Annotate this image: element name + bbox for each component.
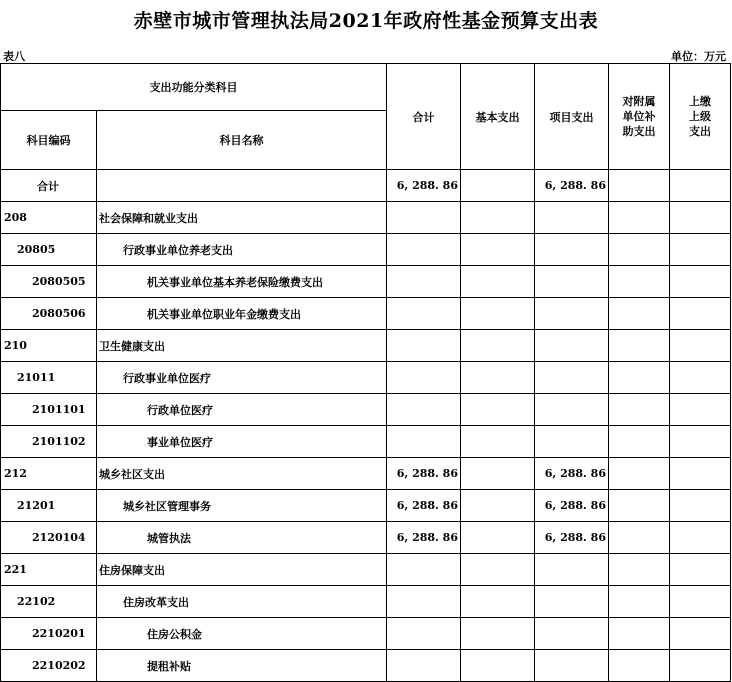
row-code: 2101102 [1, 426, 97, 458]
row-project [535, 426, 609, 458]
row-code: 2080506 [1, 298, 97, 330]
row-project: 6, 288. 86 [535, 170, 609, 202]
row-upper [670, 554, 731, 586]
row-code: 2210202 [1, 650, 97, 682]
row-upper [670, 490, 731, 522]
table-row [1, 458, 731, 490]
table-row [1, 170, 731, 202]
row-upper [670, 362, 731, 394]
row-project [535, 394, 609, 426]
row-subsidy [609, 170, 670, 202]
row-name: 住房改革支出 [97, 586, 387, 618]
row-code: 2120104 [1, 522, 97, 554]
row-subsidy [609, 362, 670, 394]
row-subsidy [609, 298, 670, 330]
table-row [1, 426, 731, 458]
row-project: 6, 288. 86 [535, 490, 609, 522]
row-subsidy [609, 234, 670, 266]
header-upper: 上缴上级支出 [670, 64, 731, 170]
header-project: 项目支出 [535, 64, 609, 170]
row-name [97, 170, 387, 202]
row-subsidy [609, 490, 670, 522]
row-code: 2101101 [1, 394, 97, 426]
row-code: 221 [1, 554, 97, 586]
row-upper [670, 650, 731, 682]
row-upper [670, 298, 731, 330]
row-subsidy [609, 554, 670, 586]
row-basic [461, 426, 535, 458]
row-upper [670, 586, 731, 618]
row-subsidy [609, 394, 670, 426]
row-basic [461, 170, 535, 202]
row-code: 21201 [1, 490, 97, 522]
row-subsidy [609, 522, 670, 554]
table-label: 表八 [3, 50, 25, 63]
header-subsidy: 对附属单位补助支出 [609, 64, 670, 170]
row-total [387, 394, 461, 426]
row-upper [670, 522, 731, 554]
row-name: 行政事业单位养老支出 [97, 234, 387, 266]
row-name: 行政事业单位医疗 [97, 362, 387, 394]
row-upper [670, 426, 731, 458]
table-row [1, 266, 731, 298]
header-row-1 [1, 64, 731, 111]
row-code: 212 [1, 458, 97, 490]
row-upper [670, 394, 731, 426]
row-basic [461, 490, 535, 522]
table-row [1, 362, 731, 394]
row-project: 6, 288. 86 [535, 522, 609, 554]
row-subsidy [609, 458, 670, 490]
row-project [535, 554, 609, 586]
row-name: 机关事业单位基本养老保险缴费支出 [97, 266, 387, 298]
row-basic [461, 362, 535, 394]
row-upper [670, 330, 731, 362]
row-total: 6, 288. 86 [387, 522, 461, 554]
header-basic: 基本支出 [461, 64, 535, 170]
row-basic [461, 234, 535, 266]
row-project [535, 266, 609, 298]
row-basic [461, 618, 535, 650]
row-name: 城乡社区支出 [97, 458, 387, 490]
row-total [387, 330, 461, 362]
row-basic [461, 586, 535, 618]
row-upper [670, 170, 731, 202]
row-basic [461, 522, 535, 554]
row-name: 城乡社区管理事务 [97, 490, 387, 522]
row-name: 卫生健康支出 [97, 330, 387, 362]
row-code: 22102 [1, 586, 97, 618]
row-total: 6, 288. 86 [387, 490, 461, 522]
table-row [1, 586, 731, 618]
row-project [535, 586, 609, 618]
table-row [1, 394, 731, 426]
budget-table [0, 63, 731, 682]
row-total: 6, 288. 86 [387, 458, 461, 490]
row-subsidy [609, 650, 670, 682]
row-subsidy [609, 586, 670, 618]
row-project [535, 650, 609, 682]
row-code: 21011 [1, 362, 97, 394]
table-row [1, 330, 731, 362]
row-name: 事业单位医疗 [97, 426, 387, 458]
row-code: 208 [1, 202, 97, 234]
row-code: 210 [1, 330, 97, 362]
row-name: 行政单位医疗 [97, 394, 387, 426]
row-total [387, 586, 461, 618]
row-code: 20805 [1, 234, 97, 266]
row-total [387, 362, 461, 394]
row-upper [670, 234, 731, 266]
header-category: 支出功能分类科目 [1, 64, 387, 111]
row-code: 合计 [1, 170, 97, 202]
row-project [535, 362, 609, 394]
row-project [535, 618, 609, 650]
row-subsidy [609, 266, 670, 298]
row-subsidy [609, 202, 670, 234]
row-total [387, 298, 461, 330]
table-row [1, 234, 731, 266]
table-row [1, 298, 731, 330]
row-upper [670, 266, 731, 298]
row-subsidy [609, 618, 670, 650]
row-name: 机关事业单位职业年金缴费支出 [97, 298, 387, 330]
header-total: 合计 [387, 64, 461, 170]
table-row [1, 490, 731, 522]
row-basic [461, 554, 535, 586]
row-basic [461, 266, 535, 298]
row-name: 住房保障支出 [97, 554, 387, 586]
row-upper [670, 458, 731, 490]
row-project [535, 234, 609, 266]
row-name: 提租补贴 [97, 650, 387, 682]
header-code: 科目编码 [1, 111, 97, 170]
table-row [1, 618, 731, 650]
row-project [535, 298, 609, 330]
row-upper [670, 618, 731, 650]
row-total [387, 234, 461, 266]
row-subsidy [609, 426, 670, 458]
row-total [387, 202, 461, 234]
row-total: 6, 288. 86 [387, 170, 461, 202]
row-name: 城管执法 [97, 522, 387, 554]
row-project: 6, 288. 86 [535, 458, 609, 490]
row-upper [670, 202, 731, 234]
row-total [387, 266, 461, 298]
page-title: 赤壁市城市管理执法局2021年政府性基金预算支出表 [133, 10, 599, 32]
row-total [387, 650, 461, 682]
row-basic [461, 650, 535, 682]
row-basic [461, 298, 535, 330]
row-basic [461, 202, 535, 234]
row-total [387, 618, 461, 650]
row-code: 2210201 [1, 618, 97, 650]
header-name: 科目名称 [97, 111, 387, 170]
row-name: 社会保障和就业支出 [97, 202, 387, 234]
row-name: 住房公积金 [97, 618, 387, 650]
row-basic [461, 394, 535, 426]
table-row [1, 650, 731, 682]
row-total [387, 426, 461, 458]
row-basic [461, 330, 535, 362]
table-row [1, 554, 731, 586]
row-total [387, 554, 461, 586]
row-project [535, 330, 609, 362]
row-basic [461, 458, 535, 490]
table-row [1, 202, 731, 234]
table-row [1, 522, 731, 554]
row-code: 2080505 [1, 266, 97, 298]
unit-label: 单位：万元 [671, 50, 726, 63]
row-project [535, 202, 609, 234]
row-subsidy [609, 330, 670, 362]
